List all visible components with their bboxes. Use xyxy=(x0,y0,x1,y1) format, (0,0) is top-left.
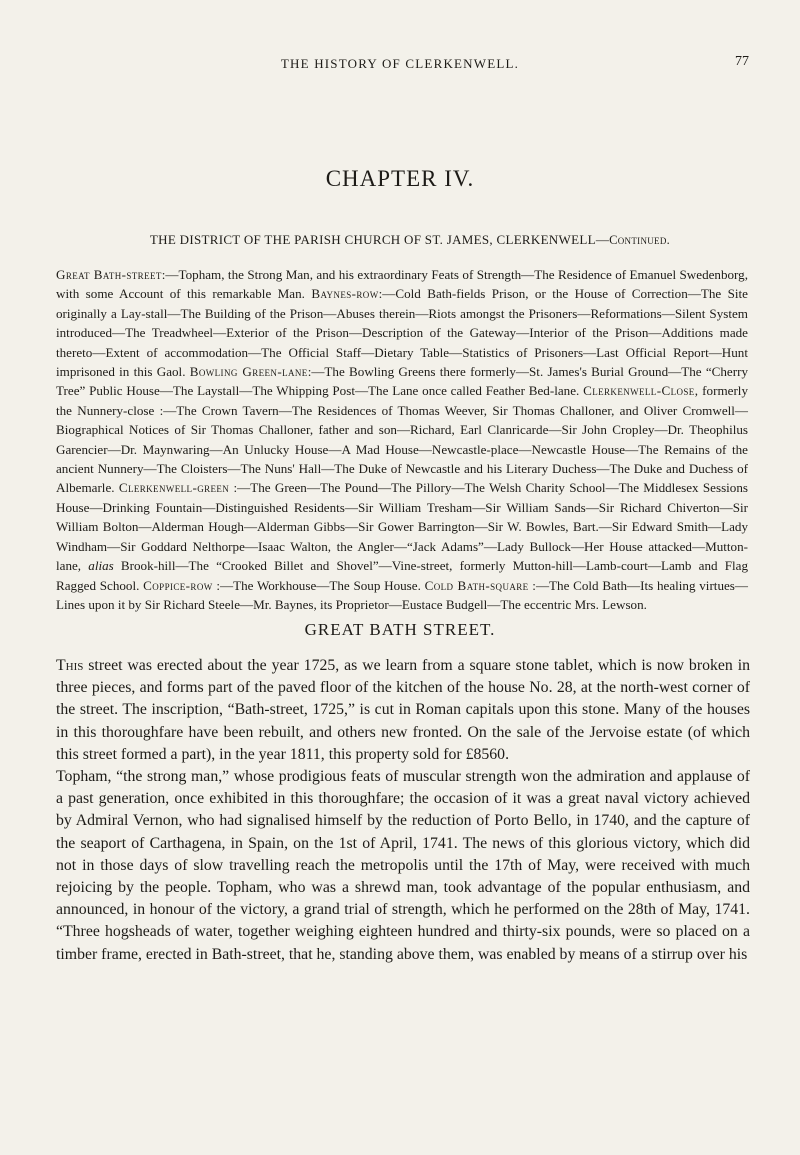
subtitle-continued: Continued. xyxy=(609,233,671,247)
synopsis-text: :—The Cold Bath—Its healing virtues—Lines upon it by Sir Richard Steele—Mr. Baynes, its Proprietor—Eustace Budgell—The eccentric Mrs. Lewson. xyxy=(56,577,748,612)
synopsis-heading-clerkenwell-close: Clerkenwell-Close, xyxy=(583,383,699,399)
synopsis-heading-cold-bath-square: Cold Bath-square xyxy=(424,577,529,593)
synopsis-text: :—The Green—The Pound—The Pillory—The Welsh Charity School—The Middlesex Sessions House—Drinking Fountain—Distinguished Residents—Sir William Tresham—Sir William Sands—Sir Richard Chiverton—Sir William Bolton—Alderman Hough—Alderman Gibbs—Sir Gower Barrington—Sir W. Bowles, Bart.—Sir Edward Smith—Lady Windham—Sir Goddard Nelthorpe—Isaac Walton, the Angler—“Jack Adams”—Lady Bullock—Her House attacked—Mutton-lane, xyxy=(56,480,748,574)
section-heading: GREAT BATH STREET. xyxy=(304,620,496,639)
synopsis-text: :—Topham, the Strong Man, and his extraordinary Feats of Strength—The Residence of Emanuel Swedenborg, with some Account of this remarkable Man. xyxy=(56,267,749,302)
synopsis-heading-baynes-row: Baynes-row xyxy=(311,286,379,302)
synopsis-heading-clerkenwell-green: Clerkenwell-green xyxy=(118,480,230,496)
chapter-title: CHAPTER IV. xyxy=(325,166,475,191)
subtitle-main: THE DISTRICT OF THE PARISH CHURCH OF ST. JAMES, CLERKENWELL— xyxy=(149,232,610,247)
synopsis-text: formerly the Nunnery-close :—The Crown Tavern—The Residences of Thomas Weever, Sir Thomas Challoner, and Oliver Cromwell—Biographical Notices of Sir Thomas Challoner, father and son—Richard, Earl Clanricarde—Sir John Cropley—Dr. Theophilus Garencier—Dr. Maynwaring—An Unlucky House—A Mad House—Newcastle-place—Newcastle House—The Remains of the ancient Nunnery—The Cloisters—The Nuns' Hall—The Duke of Newcastle and his Literary Duchess—The Duke and Duchess of Albemarle. xyxy=(56,383,748,496)
chapter-subtitle xyxy=(60,232,760,248)
running-title: THE HISTORY OF CLERKENWELL. xyxy=(280,56,520,71)
chapter-synopsis xyxy=(56,265,748,614)
paragraph-1 xyxy=(56,655,750,766)
synopsis-heading-bowling-green-lane: Bowling Green-lane xyxy=(189,364,308,380)
paragraph-text: Topham, “the strong man,” whose prodigious feats of muscular strength won the admiration and applause of a past generation, once exhibited in this thoroughfare; the occasion of it was a great naval victory achieved by Admiral Vernon, who had signalised himself by the reduction of Porto Bello, in 1740, and the capture of the seaport of Carthagena, in Spain, on the 1st of April, 1741. The news of this glorious victory, which did not in those days of slow travelling reach the metropolis until the 17th of May, were received with much rejoicing by the people. Topham, who was a shrewd man, took advantage of the popular enthusiasm, and announced, in honour of the victory, a grand trial of strength, which he performed on the 28th of May, 1741. “Three hogsheads of water, together weighing eighteen hundred and thirty-six pounds, were so placed on a timber frame, erected in Bath-street, that he, standing above them, was enabled by means of a stirrup over his xyxy=(56,768,750,963)
synopsis-heading-coppice-row: Coppice-row xyxy=(143,577,213,593)
synopsis-heading-great-bath-street: Great Bath-street xyxy=(56,267,162,282)
paragraph-opening-word: This xyxy=(56,657,84,674)
synopsis-text: Brook-hill—The “Crooked Billet and Shovel”—Vine-street, formerly Mutton-hill—Lamb-court—Lamb and Flag Ragged School. xyxy=(56,558,749,593)
synopsis-italic-alias: alias xyxy=(88,558,114,574)
page-number: 77 xyxy=(735,54,749,69)
synopsis-text: :—The Workhouse—The Soup House. xyxy=(212,577,425,593)
body-text xyxy=(56,655,750,966)
synopsis-text: :—Cold Bath-fields Prison, or the House of Correction—The Site originally a Lay-stall—The Building of the Prison—Abuses therein—Riots amongst the Prisoners—Reformations—Silent System introduced—The Treadwheel—Exterior of the Prison—Description of the Gateway—Interior of the Prison—Additions made thereto—Extent of accommodation—The Official Staff—Dietary Table—Statistics of Prisoners—Last Official Report—Hunt imprisoned in this Gaol. xyxy=(56,286,748,380)
synopsis-text: :—The Bowling Greens there formerly—St. James's Burial Ground—The “Cherry Tree” Public House—The Laystall—The Whipping Post—The Lane once called Feather Bed-lane. xyxy=(56,364,748,399)
paragraph-2 xyxy=(56,766,750,966)
paragraph-text: street was erected about the year 1725, as we learn from a square stone tablet, which is now broken in three pieces, and forms part of the paved floor of the kitchen of the house No. 28, at the north-west corner of the street. The inscription, “Bath-street, 1725,” is cut in Roman capitals upon this stone. Many of the houses in this thoroughfare have been rebuilt, and others new fronted. On the sale of the Jervoise estate (of which this street formed a part), in the year 1811, this property sold for £8560. xyxy=(56,657,750,763)
